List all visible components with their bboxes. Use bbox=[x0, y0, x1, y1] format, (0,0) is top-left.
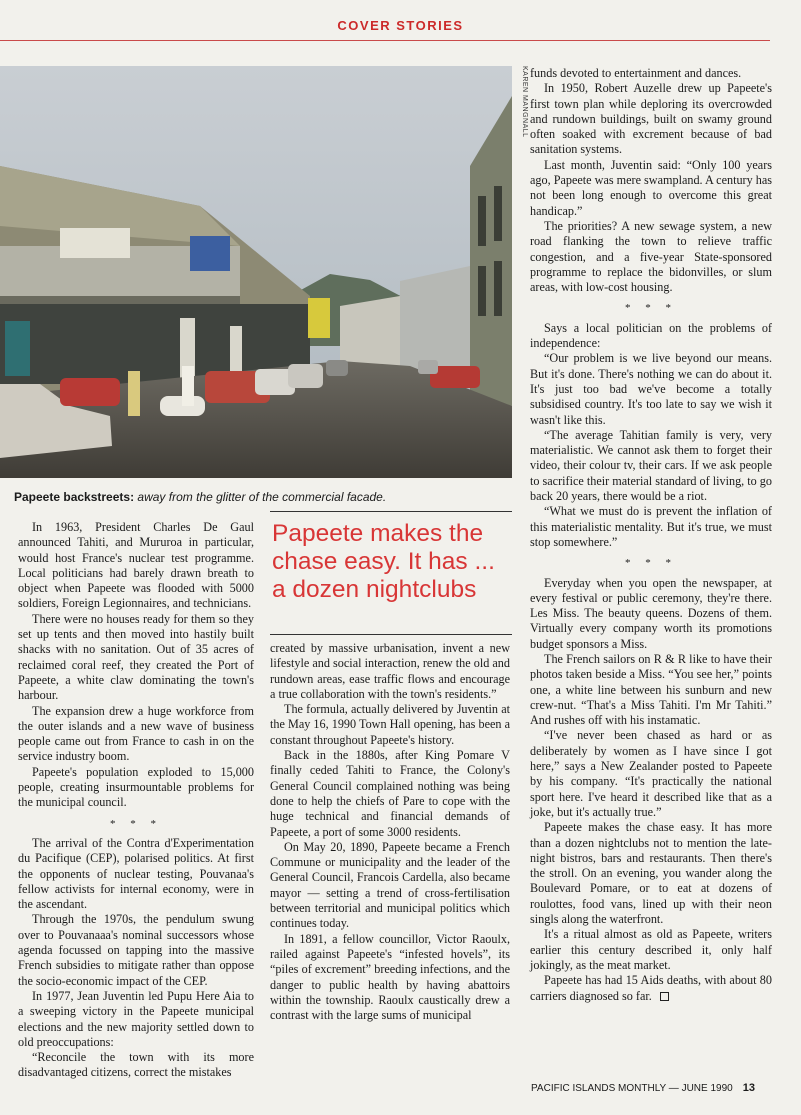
end-mark-icon bbox=[660, 992, 669, 1001]
paragraph: created by massive urbanisation, invent a new lifestyle and social interaction, renew the old and rundown areas, ease traffic flows and encourage a true collaboration with the town's residents.” bbox=[270, 641, 510, 701]
paragraph: Everyday when you open the newspaper, at every festival or public ceremony, they're there. Les Miss. The beauty queens. Dozens of them. Virtually every company worth its promotions budget sponsors a Miss. bbox=[530, 575, 772, 651]
paragraph: Through the 1970s, the pendulum swung over to Pouvanaaa's nominal successors whose agenda focussed on tapping into the massive French subsidies to mitigate rather than oppose the socio-economic impact of the CEP. bbox=[18, 912, 254, 988]
paragraph: There were no houses ready for them so they set up tents and then moved into hastily built shacks with no sanitation. Out of 35 acres of reclaimed coral reef, they created the Port of Papeete, a white claw dominating the town's harbour. bbox=[18, 611, 254, 703]
paragraph: The formula, actually delivered by Juventin at the May 16, 1990 Town Hall opening, has been a constant throughout Papeete's history. bbox=[270, 702, 510, 747]
paragraph: Papeete makes the chase easy. It has more than a dozen nightclubs not to mention the late-night bistros, bars and restaurants. Then there's the stroll. On an evening, you wander along the Boulevard Pomare, or to eat at dozens of roulottes, food vans, lined up with their neon singls along the waterfront. bbox=[530, 820, 772, 927]
paragraph: On May 20, 1890, Papeete became a French Commune or municipality and the leader of the General Council, Francois Cardella, also became mayor — setting a trend of cross-fertilisation between territorial and municipal politics which continues today. bbox=[270, 839, 510, 931]
paragraph: The priorities? A new sewage system, a new road flanking the town to relieve traffic congestion, and a five-year State-sponsored programme to replace the bidonvilles, or slum areas, with low-cost housing. bbox=[530, 218, 772, 295]
section-separator: * * * bbox=[625, 302, 677, 315]
pullquote-rule-bottom bbox=[270, 634, 512, 635]
paragraph: “Reconcile the town with its more disadvantaged citizens, correct the mistakes bbox=[18, 1050, 254, 1080]
section-header: COVER STORIES bbox=[337, 18, 464, 33]
publication-line: PACIFIC ISLANDS MONTHLY — JUNE 1990 bbox=[531, 1083, 733, 1094]
final-sentence: Papeete has had 15 Aids deaths, with about 80 carriers diagnosed so far. bbox=[530, 973, 772, 1003]
photo-credit: KAREN MANGNALL bbox=[521, 66, 528, 138]
street-photo bbox=[0, 66, 512, 478]
section-separator: * * * bbox=[110, 817, 162, 830]
paragraph bbox=[530, 973, 772, 1004]
pullquote: Papeete makes the chase easy. It has ... a dozen nightclubs bbox=[272, 520, 495, 603]
page-number: 13 bbox=[742, 1082, 755, 1094]
paragraph: Last month, Juventin said: “Only 100 years ago, Papeete was mere swampland. A century has not been long enough to overcome this great handicap.” bbox=[530, 157, 772, 218]
caption-title: Papeete backstreets: bbox=[14, 490, 135, 504]
article-column-2 bbox=[270, 641, 510, 1023]
paragraph: The arrival of the Contra d'Experimentation du Pacifique (CEP), polarised politics. At first the opponents of nuclear testing, Pouvanaa's fellow activists for internal economy, were in the ascendant. bbox=[18, 835, 254, 912]
paragraph: funds devoted to entertainment and dances. bbox=[530, 66, 742, 80]
page-footer bbox=[531, 1082, 771, 1094]
article-column-1 bbox=[18, 520, 254, 1081]
section-separator: * * * bbox=[625, 557, 677, 570]
caption-text: away from the glitter of the commercial facade. bbox=[137, 490, 387, 504]
paragraph: “The average Tahitian family is very, very materialistic. We cannot ask them to forget their video, their colour tv, their cars. If we ask people to sacrifice their material standard of living, to go back 20 years, there would be a riot. bbox=[530, 427, 772, 504]
paragraph: Back in the 1880s, after King Pomare V finally ceded Tahiti to France, the Colony's General Council complained nothing was being done to help the chiefs of Pare to cope with the huge technical and financial demands of Papeete, a port of some 3000 residents. bbox=[270, 748, 510, 839]
paragraph: “Our problem is we live beyond our means. But it's done. There's nothing we can do about it. It's just too bad we've become a totally subsidised country. It's too late to say we wish it wasn't like this. bbox=[530, 351, 772, 427]
pullquote-rule-top bbox=[270, 511, 512, 512]
paragraph: Says a local politician on the problems of independence: bbox=[530, 320, 772, 351]
paragraph: The expansion drew a huge workforce from the outer islands and a new wave of business people came out from France to cash in on the service industry boom. bbox=[18, 703, 254, 764]
paragraph: In 1977, Jean Juventin led Pupu Here Aia to a sweeping victory in the Papeete municipal elections and the new majority settled down to old preoccupations: bbox=[18, 988, 254, 1049]
paragraph: In 1950, Robert Auzelle drew up Papeete's first town plan while deploring its overcrowded and rundown buildings, built on swamy ground often soaked with excrement because of bad sanitation systems. bbox=[530, 81, 772, 157]
paragraph: The French sailors on R & R like to have their photos taken beside a Miss. “You see her,” points one, a white line between his sunburn and new crew-nut. “That's a Miss Tahiti. I'm Mr Tahiti.” And rushes off with his instamatic. bbox=[530, 651, 772, 728]
photo-caption bbox=[14, 490, 514, 504]
paragraph: In 1891, a fellow councillor, Victor Raoulx, railed against Papeete's “infested hovels”, its “piles of excrement” breeding infections, and the danger to public health by having abattoirs within the township. Raoulx caustically drew a contrast with the large sums of municipal bbox=[270, 931, 510, 1023]
article-column-3 bbox=[530, 66, 772, 1004]
header-rule bbox=[0, 40, 770, 41]
paragraph: It's a ritual almost as old as Papeete, writers earlier this century described it, only half jokingly, as the meat market. bbox=[530, 927, 772, 972]
paragraph: Papeete's population exploded to 15,000 people, creating insurmountable problems for the municipal council. bbox=[18, 764, 254, 810]
paragraph: “What we must do is prevent the inflation of this materialistic mentality. But it's true, we must stop somewhere.” bbox=[530, 504, 772, 549]
paragraph: In 1963, President Charles De Gaul announced Tahiti, and Mururoa in particular, would host France's nuclear test programme. Local politicians had barely drawn breath to object when Papeete was flooded with 5000 soldiers, Foreign Legionnaires, and technicians. bbox=[18, 520, 254, 611]
paragraph: “I've never been chased as hard or as deliberately by women as I have since I got here,” says a New Zealander posted to Papeete by his company. “It's practically the national sport here. I've heard it described like that as a joke, but it's actually true.” bbox=[530, 728, 772, 819]
